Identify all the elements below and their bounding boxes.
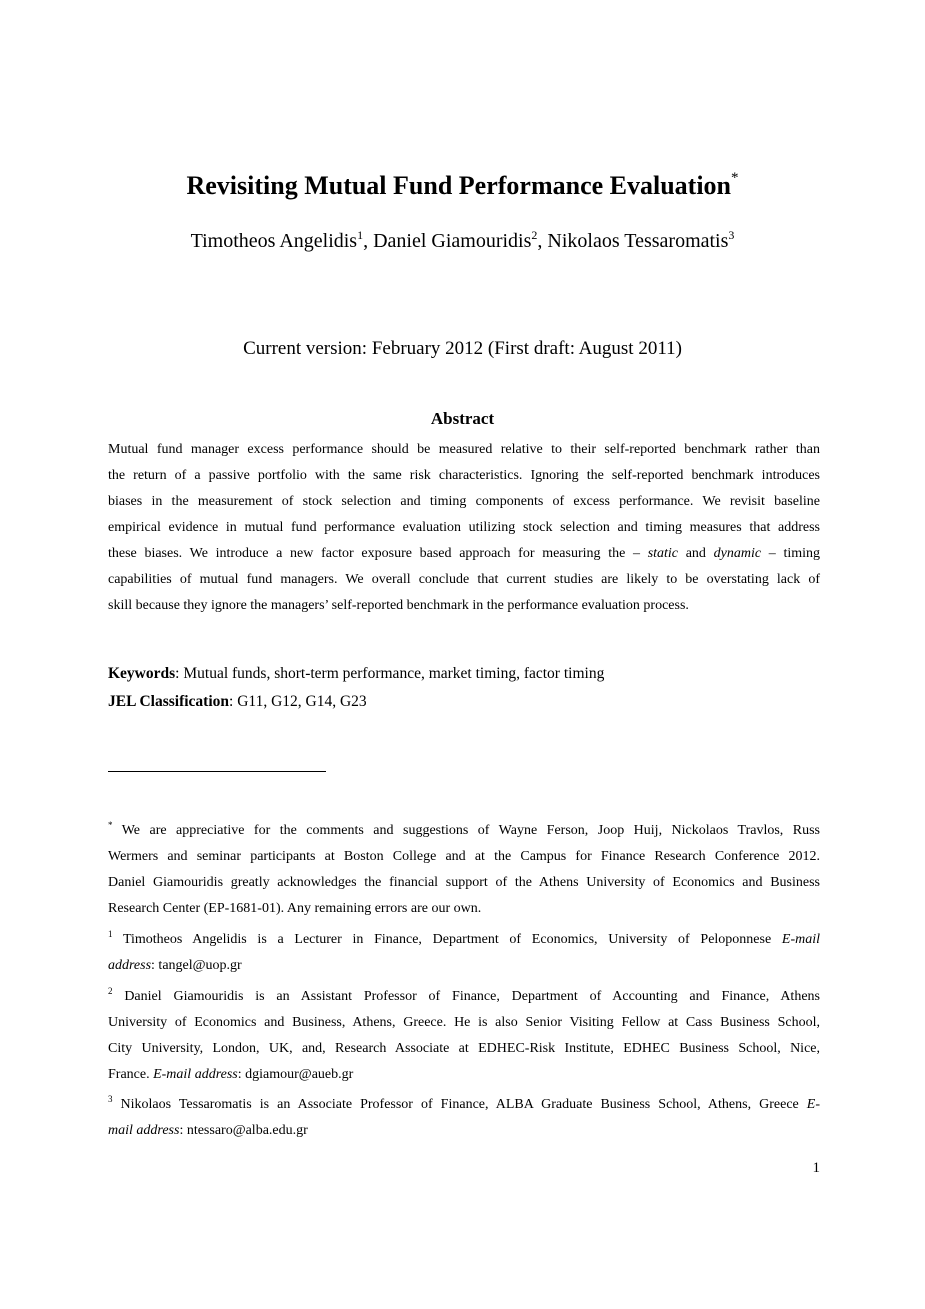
footnote-3 [108,1086,820,1144]
footnote-marker: * [108,820,113,830]
footnote-line [108,953,820,979]
keywords-text: : Mutual funds, short-term performance, market timing, factor timing [175,665,605,682]
author-name: Timotheos Angelidis [190,230,358,252]
author-affiliation-mark: 3 [728,228,735,242]
footnote-line: University of Economics and Business, Athens, Greece. He is also Senior Visiting Fellow at Cass Business School, [108,1015,820,1030]
footnote-text: Nikolaos Tessaromatis is an Associate Professor of Finance, ALBA Graduate Business School, Athens, Greece [112,1097,807,1112]
jel-line [108,693,367,711]
author-name: Daniel Giamouridis [373,230,532,252]
abstract-text: – timing [761,546,820,561]
keywords-line [108,665,604,683]
footnote-2 [108,978,820,1088]
version-line: Current version: February 2012 (First draft: August 2011) [243,338,682,359]
footnote-emphasis: mail address [108,1123,180,1138]
keywords-label: Keywords [108,665,176,682]
footnote-acknowledgement [108,812,820,922]
author-affiliation-mark: 1 [357,228,364,242]
footnote-email: : dgiamour@aueb.gr [237,1067,354,1082]
footnote-emphasis: address [108,958,152,973]
abstract-line: capabilities of mutual fund managers. We overall conclude that current studies are likely to be overstating lack of [108,572,820,587]
jel-label: JEL Classification [108,693,230,710]
author-affiliation-mark: 2 [531,228,538,242]
abstract-line: biases in the measurement of stock selection and timing components of excess performance. We revisit baseline [108,494,820,509]
footnote-line [108,978,820,1010]
footnote-line [108,921,820,953]
footnote-line: Wermers and seminar participants at Boston College and at the Campus for Finance Research Conference 2012. [108,849,820,864]
abstract-line: Mutual fund manager excess performance should be measured relative to their self-reported benchmark rather than [108,442,820,457]
abstract-body [108,437,820,619]
paper-title [0,170,925,201]
footnote-marker: 3 [108,1094,113,1104]
title-text: Revisiting Mutual Fund Performance Evaluation [186,171,732,200]
footnote-line: City University, London, UK, and, Research Associate at EDHEC-Risk Institute, EDHEC Business School, Nice, [108,1041,820,1056]
footnote-line [108,1062,820,1088]
author-separator: , [537,230,548,252]
footnote-line: Research Center (EP-1681-01). Any remaining errors are our own. [108,901,482,916]
footnote-marker: 2 [108,986,113,996]
abstract-line: skill because they ignore the managers’ self-reported benchmark in the performance evaluation process. [108,598,689,613]
footnote-line [108,1118,820,1144]
footnote-separator-rule [108,771,326,772]
author-name: Nikolaos Tessaromatis [547,230,729,252]
abstract-text: and [678,546,714,561]
footnote-text: Daniel Giamouridis is an Assistant Professor of Finance, Department of Accounting and Finance, Athens [112,989,820,1004]
footnote-line: Daniel Giamouridis greatly acknowledges the financial support of the Athens University of Economics and Business [108,875,820,890]
abstract-emphasis: static [647,546,679,561]
abstract-heading: Abstract [430,409,495,428]
author-separator: , [363,230,374,252]
footnote-line [108,812,820,844]
page-number: 1 [812,1160,820,1176]
footnote-emphasis: E-mail address [153,1067,238,1082]
footnote-1 [108,921,820,979]
abstract-line [108,541,820,567]
abstract-line: the return of a passive portfolio with the same risk characteristics. Ignoring the self-reported benchmark introduces [108,468,820,483]
title-footnote-marker: * [731,170,739,186]
footnote-marker: 1 [108,929,113,939]
jel-text: : G11, G12, G14, G23 [229,693,367,710]
footnote-emphasis: E- [806,1097,820,1112]
footnote-text: Timotheos Angelidis is a Lecturer in Finance, Department of Economics, University of Peloponnese [112,932,782,947]
abstract-line: empirical evidence in mutual fund performance evaluation utilizing stock selection and timing measures that address [108,520,820,535]
footnote-email: : ntessaro@alba.edu.gr [179,1123,308,1138]
footnote-text: We are appreciative for the comments and suggestions of Wayne Ferson, Joop Huij, Nickolaos Travlos, Russ [112,823,820,838]
footnote-email: : tangel@uop.gr [151,958,242,973]
footnote-text: France. [108,1067,154,1082]
abstract-text: these biases. We introduce a new factor exposure based approach for measuring the – [108,546,648,561]
footnote-line [108,1086,820,1118]
author-list [0,228,925,253]
footnote-emphasis: E-mail [781,932,820,947]
abstract-emphasis: dynamic [713,546,762,561]
